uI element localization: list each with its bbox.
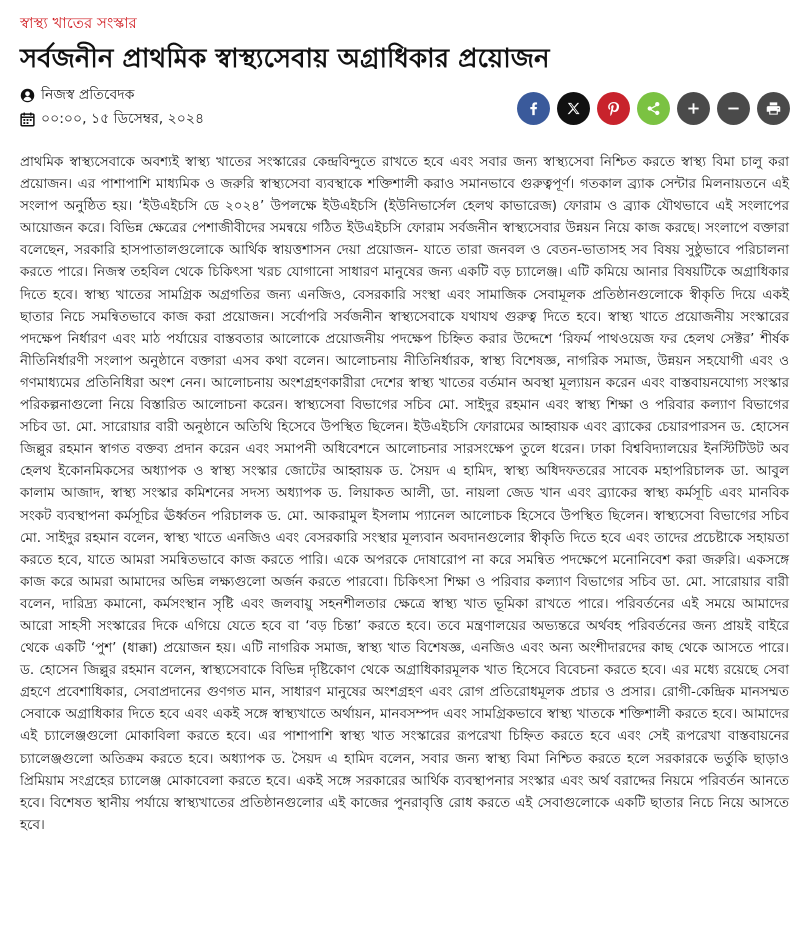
zoom-in-button[interactable] [677,92,710,125]
x-icon [566,101,581,116]
x-share-button[interactable] [557,92,590,125]
publish-date: ০০:০০, ১৫ ডিসেম্বর, ২০২৪ [41,111,205,127]
share-toolbar [517,92,790,125]
meta-info [20,86,204,128]
date-line [20,110,204,128]
facebook-share-button[interactable] [517,92,550,125]
pinterest-share-button[interactable] [597,92,630,125]
author-line [20,86,204,104]
headline: সর্বজনীন প্রাথমিক স্বাস্থ্যসেবায় অগ্রাধিকার প্রয়োজন [20,44,550,74]
print-icon [766,101,781,116]
plus-icon [686,101,701,116]
print-button[interactable] [757,92,790,125]
calendar-icon [20,112,35,127]
category-label[interactable]: স্বাস্থ্য খাতের সংস্কার [20,14,137,32]
share-button[interactable] [637,92,670,125]
facebook-icon [526,101,541,116]
pinterest-icon [606,101,621,116]
user-icon [20,88,35,103]
share-icon [646,101,661,116]
minus-icon [726,101,741,116]
author-name[interactable]: নিজস্ব প্রতিবেদক [41,87,135,103]
meta-row [20,84,792,128]
zoom-out-button[interactable] [717,92,750,125]
article-body: প্রাথমিক স্বাস্থ্যসেবাকে অবশ্যই স্বাস্থ্য খাতের সংস্কারের কেন্দ্রবিন্দুতে রাখতে হবে এবং সবার জন্য স্বাস্থ্যসেবা নিশ্চিত করতে স্বাস্থ্য বিমা চালু করা প্রয়োজন। এর পাশাপাশি মাধ্যমিক ও জরুরি স্বাস্থ্যসেবা ব্যবস্থাকে শক্তিশালী করাও সমানভাবে গুরুত্বপূর্ণ। গতকাল ব্র্যাক সেন্টার মিলনায়তনে এই সংলাপ অনুষ্ঠিত হয়। ‘ইউএইচসি ডে ২০২৪’ উপলক্ষে ইউএইচসি (ইউনিভার্সেল হেলথ কাভারেজ) ফোরাম ও ব্র্যাক যৌথভাবে এই সংলাপের আয়োজন করে। বিভিন্ন ক্ষেত্রের পেশাজীবীদের সমন্বয়ে গঠিত ইউএইচসি ফোরাম সর্বজনীন স্বাস্থ্যসেবার উন্নয়ন নিয়ে কাজ করছে। সংলাপে বক্তারা বলেছেন, সরকারি হাসপাতালগুলোকে আর্থিক স্বায়ত্তশাসন দেয়া প্রয়োজন- যাতে তারা জনবল ও বেতন-ভাতাসহ সব বিষয় সুষ্ঠুভাবে পরিচালনা করতে পারে। নিজস্ব তহবিল থেকে চিকিৎসা খরচ যোগানো সাধারণ মানুষের জন্য একটি বড় চ্যালেঞ্জ। এটি কমিয়ে আনার বিষয়টিকে অগ্রাধিকার দিতে হবে। স্বাস্থ্য খাতের সামগ্রিক অগ্রগতির জন্য এনজিও, বেসরকারি সংস্থা এবং সামাজিক সেবামূলক প্রতিষ্ঠানগুলোকে স্বীকৃতি দিয়ে একই ছাতার নিচে সমন্বিতভাবে কাজ করা প্রয়োজন। সর্বোপরি সর্বজনীন স্বাস্থ্যসেবাকে যথাযথ গুরুত্ব দিতে হবে। স্বাস্থ্য খাতে প্রয়োজনীয় সংস্কারের পদক্ষেপ নির্ধারণ এবং মাঠ পর্যায়ের বাস্তবতার আলোকে প্রয়োজনীয় পদক্ষেপ চিহ্নিত করার উদ্দেশে ‘রিফর্ম পাথওয়েজ ফর হেলথ সেক্টর’ শীর্ষক নীতিনির্ধারণী সংলাপ অনুষ্ঠানে বক্তারা এসব কথা বলেন। আলোচনায় নীতিনির্ধারক, স্বাস্থ্য বিশেষজ্ঞ, নাগরিক সমাজ, উন্নয়ন সহযোগী এবং ও গণমাধ্যমের প্রতিনিধিরা অংশ নেন। আলোচনায় অংশগ্রহণকারীরা দেশের স্বাস্থ্য খাতের বর্তমান অবস্থা মূল্যায়ন করেন এবং বাস্তবায়নযোগ্য সংস্কার পরিকল্পনাগুলো নিয়ে বিস্তারিত আলোচনা করেন। স্বাস্থ্যসেবা বিভাগের সচিব মো. সাইদুর রহমান এবং স্বাস্থ্য শিক্ষা ও পরিবার কল্যাণ বিভাগের সচিব ডা. মো. সারোয়ার বারী অনুষ্ঠানে অতিথি হিসেবে উপস্থিত ছিলেন। ইউএইচসি ফোরামের আহ্বায়ক এবং ব্র্যাকের চেয়ারপারসন ড. হোসেন জিল্লুর রহমান স্বাগত বক্তব্য প্রদান করেন এবং সমাপনী অধিবেশনে আলোচনার সারসংক্ষেপ তুলে ধরেন। ঢাকা বিশ্ববিদ্যালয়ের ইনস্টিটিউট অব হেলথ ইকোনমিকসের অধ্যাপক ও স্বাস্থ্য সংস্কার জোটের আহ্বায়ক ড. সৈয়দ এ হামিদ, স্বাস্থ্য অধিদফতরের সাবেক মহাপরিচালক ডা. আবুল কালাম আজাদ, স্বাস্থ্য সংস্কার কমিশনের সদস্য অধ্যাপক ড. লিয়াকত আলী, ডা. নায়লা জেড খান এবং ব্র্যাকের স্বাস্থ্য কর্মসূচি এবং মানবিক সংকট ব্যবস্থাপনা কর্মসূচির ঊর্ধ্বতন পরিচালক ড. মো. আকরামুল ইসলাম প্যানেল আলোচক হিসেবে উপস্থিত ছিলেন। স্বাস্থ্যসেবা বিভাগের সচিব মো. সাইদুর রহমান বলেন, স্বাস্থ্য খাতে এনজিও এবং বেসরকারি সংস্থার মূল্যবান অবদানগুলোর স্বীকৃতি দিতে হবে এবং তাদের প্রচেষ্টাকে সহায়তা করতে হবে, যাতে আমরা সমন্বিতভাবে কাজ করতে পারি। একে অপরকে দোষারোপ না করে সমন্বিত পদক্ষেপে মনোনিবেশ করা জরুরি। একসঙ্গে কাজ করে আমরা আমাদের অভিন্ন লক্ষ্যগুলো অর্জন করতে পারবো। চিকিৎসা শিক্ষা ও পরিবার কল্যাণ বিভাগের সচিব ডা. মো. সারোয়ার বারী বলেন, দারিদ্র্য কমানো, কর্মসংস্থান সৃষ্টি এবং জলবায়ু সহনশীলতার ক্ষেত্রে স্বাস্থ্য খাত ভূমিকা রাখতে পারে। পরিবর্তনের এই সময়ে আমাদের আরো সাহসী সংস্কারের দিকে এগিয়ে যেতে হবে বা ‘বড় চিন্তা’ করতে হবে। তবে মন্ত্রণালয়ের অভ্যন্তরে অর্থবহ পরিবর্তনের জন্য প্রায়ই বাইরে থেকে একটি ‘পুশ’ (ধাক্কা) প্রয়োজন হয়। এটি নাগরিক সমাজ, স্বাস্থ্য খাত বিশেষজ্ঞ, এনজিও এবং অন্য অংশীদারদের কাছ থেকে আসতে পারে। ড. হোসেন জিল্লুর রহমান বলেন, স্বাস্থ্যসেবাকে বিভিন্ন দৃষ্টিকোণ থেকে অগ্রাধিকারমূলক খাত হিসেবে বিবেচনা করতে হবে। এর মধ্যে রয়েছে সেবা গ্রহণে প্রবেশাধিকার, সেবাপ্রদানের গুণগত মান, সাধারণ মানুষের অংশগ্রহণ এবং রোগ প্রতিরোধমূলক প্রচার ও প্রসার। রোগী-কেন্দ্রিক মানসম্মত সেবাকে অগ্রাধিকার দিতে হবে এবং একই সঙ্গে স্বাস্থ্যখাতে অর্থায়ন, মানবসম্পদ এবং সামগ্রিকভাবে স্বাস্থ্য খাতকে শক্তিশালী করতে হবে। আমাদের এই চ্যালেঞ্জগুলো মোকাবিলা করতে হবে। এর পাশাপাশি স্বাস্থ্য খাত সংস্কারের রূপরেখা চিহ্নিত করতে হবে এবং সেই রূপরেখা বাস্তবায়নের চ্যালেঞ্জগুলো অতিক্রম করতে হবে। অধ্যাপক ড. সৈয়দ এ হামিদ বলেন, সবার জন্য স্বাস্থ্য বিমা নিশ্চিত করতে হলে সরকারকে ভর্তুকি ছাড়াও প্রিমিয়াম সংগ্রহের চ্যালেঞ্জ মোকাবেলা করতে হবে। একই সঙ্গে সরকারের আর্থিক ব্যবস্থাপনার সংস্কার এবং অর্থ বরাদ্দের নিয়মে পরিবর্তন আনতে হবে। বিশেষত স্থানীয় পর্যায়ে স্বাস্থ্যখাতের প্রতিষ্ঠানগুলোর এই কাজের পুনরাবৃত্তি রোধ করতে এই সেবাগুলোকে একটি ছাতার নিচে নিয়ে আসতে হবে। [20,155,789,833]
